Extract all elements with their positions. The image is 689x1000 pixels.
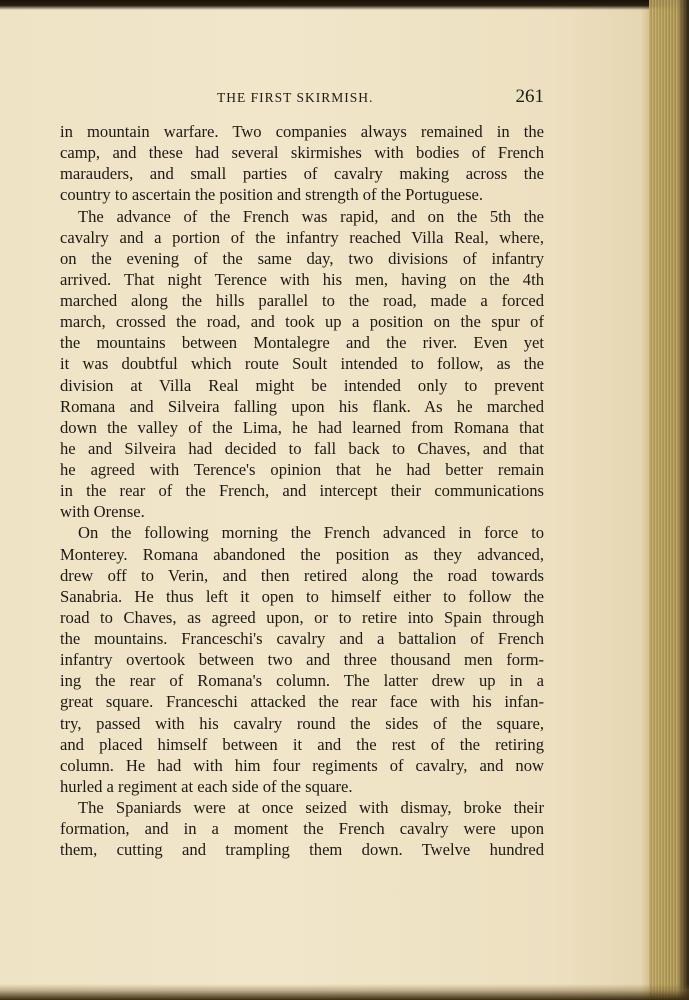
text-line: column. He had with him four regiments of cavalry, and now [60,755,544,775]
text-line: infantry overtook between two and three thousand men form- [60,650,544,670]
text-line: in mountain warfare. Two companies always remained in the [60,122,544,141]
text-line: road to Chaves, as agreed upon, or to retire into Spain through [60,607,544,627]
text-line: cavalry and a portion of the infantry reached Villa Real, where, [60,227,544,247]
text-line: down the valley of the Lima, he had learned from Romana that [60,417,544,437]
text-line: marched along the hills parallel to the road, made a forced [60,291,544,310]
text-line: The advance of the French was rapid, and on the 5th the [78,206,544,226]
body-text [60,121,544,860]
text-line: Sanabria. He thus left it open to himself either to follow the [60,586,544,606]
page-top-edge [0,0,689,10]
text-line: and placed himself between it and the rest of the retiring [60,734,544,754]
text-line: division at Villa Real might be intended only to prevent [60,375,544,395]
text-line: the mountains. Franceschi's cavalry and a battalion of French [60,629,544,648]
text-line: On the following morning the French advanced in force to [78,523,544,543]
text-line: it was doubtful which route Soult intended to follow, as the [60,354,544,374]
text-line: great square. Franceschi attacked the rear face with his infan- [60,692,544,712]
text-line: Monterey. Romana abandoned the position as they advanced, [60,544,544,564]
text-line: the mountains between Montalegre and the river. Even yet [60,333,544,353]
text-line: marauders, and small parties of cavalry making across the [60,164,544,184]
text-line: arrived. That night Terence with his men, having on the 4th [60,269,544,289]
page-bottom-edge [0,984,689,1000]
text-line: drew off to Verin, and then retired along the road towards [60,565,544,585]
text-line: he agreed with Terence's opinion that he had better remain [60,460,544,479]
text-line: country to ascertain the position and strength of the Portuguese. [60,185,484,205]
text-line: he and Silveira had decided to fall back to Chaves, and that [60,438,544,458]
text-line: The Spaniards were at once seized with dismay, broke their [78,798,544,817]
text-line: with Orense. [60,502,145,522]
text-line: ing the rear of Romana's column. The latter drew up in a [60,671,544,691]
page-fore-shadow [679,0,689,1000]
text-line: camp, and these had several skirmishes with bodies of French [60,143,544,163]
text-line: hurled a regiment at each side of the square. [60,776,353,796]
text-line: on the evening of the same day, two divisions of infantry [60,248,544,268]
text-line: try, passed with his cavalry round the sides of the square, [60,713,544,733]
page-number: 261 [515,86,544,107]
text-line: Romana and Silveira falling upon his flank. As he marched [60,396,544,416]
running-title: THE FIRST SKIRMISH. [217,90,374,105]
text-line: them, cutting and trampling them down. Twelve hundred [60,840,544,860]
text-line: in the rear of the French, and intercept their communications [60,481,544,501]
text-line: formation, and in a moment the French cavalry were upon [60,819,544,839]
text-line: march, crossed the road, and took up a position on the spur of [60,312,544,332]
running-head [60,88,544,110]
